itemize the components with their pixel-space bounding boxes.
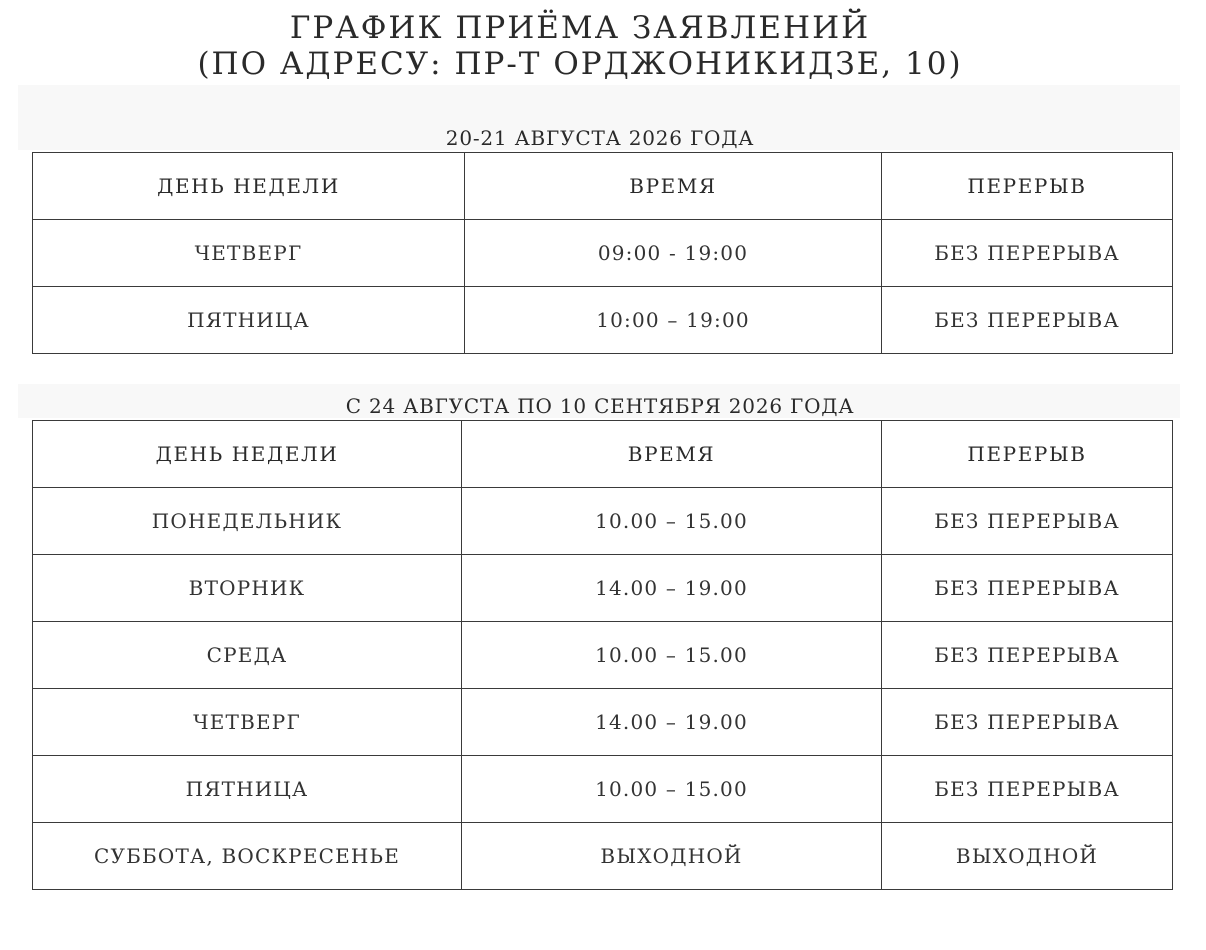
break-cell: ВЫХОДНОЙ	[882, 823, 1173, 890]
weekday-cell: ПЯТНИЦА	[33, 287, 465, 354]
table-row	[33, 823, 1173, 890]
column-header-weekday: ДЕНЬ НЕДЕЛИ	[33, 421, 462, 488]
break-cell: БЕЗ ПЕРЕРЫВА	[882, 622, 1173, 689]
table-row	[33, 756, 1173, 823]
time-cell: ВЫХОДНОЙ	[462, 823, 882, 890]
time-cell: 14.00 – 19.00	[462, 689, 882, 756]
table-row	[33, 488, 1173, 555]
break-cell: БЕЗ ПЕРЕРЫВА	[882, 488, 1173, 555]
table-header-row	[33, 153, 1173, 220]
weekday-cell: ЧЕТВЕРГ	[33, 689, 462, 756]
table-row	[33, 622, 1173, 689]
break-cell: БЕЗ ПЕРЕРЫВА	[882, 555, 1173, 622]
table-header-row	[33, 421, 1173, 488]
time-cell: 10.00 – 15.00	[462, 488, 882, 555]
time-cell: 10.00 – 15.00	[462, 622, 882, 689]
weekday-cell: ПОНЕДЕЛЬНИК	[33, 488, 462, 555]
table-row	[33, 220, 1173, 287]
weekday-cell: ПЯТНИЦА	[33, 756, 462, 823]
weekday-cell: ЧЕТВЕРГ	[33, 220, 465, 287]
break-cell: БЕЗ ПЕРЕРЫВА	[882, 689, 1173, 756]
column-header-break: ПЕРЕРЫВ	[882, 153, 1173, 220]
page-title-line-2: (ПО АДРЕСУ: ПР-Т ОРДЖОНИКИДЗЕ, 10)	[197, 46, 963, 82]
time-cell: 14.00 – 19.00	[462, 555, 882, 622]
break-cell: БЕЗ ПЕРЕРЫВА	[882, 220, 1173, 287]
page-title	[0, 10, 1160, 82]
schedule-caption: С 24 АВГУСТА ПО 10 СЕНТЯБРЯ 2026 ГОДА	[345, 394, 855, 418]
time-cell: 10.00 – 15.00	[462, 756, 882, 823]
schedule-caption: 20-21 АВГУСТА 2026 ГОДА	[445, 126, 755, 150]
column-header-time: ВРЕМЯ	[465, 153, 882, 220]
table-row	[33, 689, 1173, 756]
column-header-weekday: ДЕНЬ НЕДЕЛИ	[33, 153, 465, 220]
table-row	[33, 287, 1173, 354]
column-header-break: ПЕРЕРЫВ	[882, 421, 1173, 488]
time-cell: 10:00 – 19:00	[465, 287, 882, 354]
page-title-line-1: ГРАФИК ПРИЁМА ЗАЯВЛЕНИЙ	[289, 10, 871, 46]
weekday-cell: ВТОРНИК	[33, 555, 462, 622]
column-header-time: ВРЕМЯ	[462, 421, 882, 488]
table-row	[33, 555, 1173, 622]
schedule-table-august-20-21	[32, 152, 1173, 354]
time-cell: 09:00 - 19:00	[465, 220, 882, 287]
weekday-cell: СРЕДА	[33, 622, 462, 689]
weekday-cell: СУББОТА, ВОСКРЕСЕНЬЕ	[33, 823, 462, 890]
schedule-table-august-24-september-10	[32, 420, 1173, 890]
break-cell: БЕЗ ПЕРЕРЫВА	[882, 756, 1173, 823]
break-cell: БЕЗ ПЕРЕРЫВА	[882, 287, 1173, 354]
